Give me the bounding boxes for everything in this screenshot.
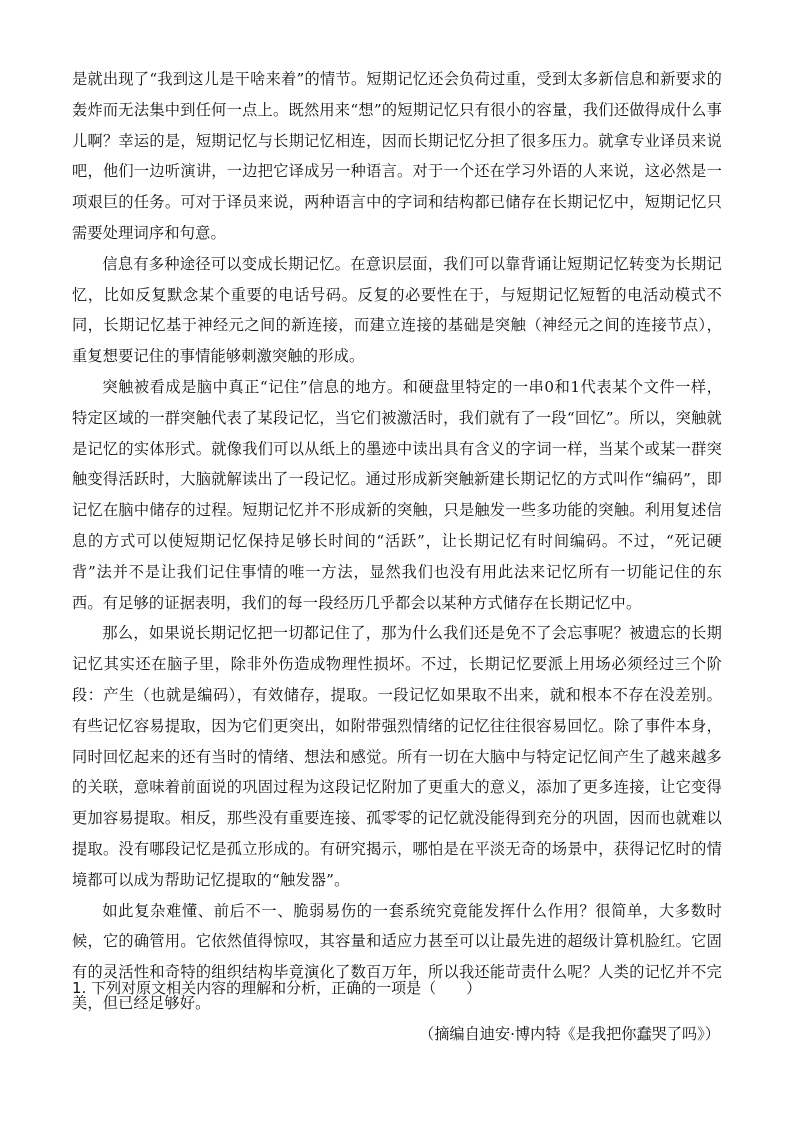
question-1: 1. 下列对原文相关内容的理解和分析，正确的一项是（ ） bbox=[72, 979, 482, 997]
paragraph-2: 信息有多种途径可以变成长期记忆。在意识层面，我们可以靠背诵让短期记忆转变为长期记忆，比如反复默念某个重要的电话号码。反复的必要性在于，与短期记忆短暂的电活动模式不同，长期记忆基于神经元之间的新连接，而建立连接的基础是突触（神经元之间的连接节点），重复想要记住的事情能够刺激突触的形成。 bbox=[72, 254, 722, 366]
paragraph-5: 如此复杂难懂、前后不一、脆弱易伤的一套系统究竟能发挥什么作用？很简单，大多数时候，它的确管用。它依然值得惊叹，其容量和适应力甚至可以让最先进的超级计算机脸红。它固有的灵活性和奇特的组织结构毕竟演化了数百万年，所以我还能苛责什么呢？人类的记忆并不完美，但已经足够好。 bbox=[72, 901, 722, 1012]
article-body bbox=[72, 64, 722, 1050]
paragraph-3: 突触被看成是脑中真正“记住”信息的地方。和硬盘里特定的一串0和1代表某个文件一样，特定区域的一群突触代表了某段记忆，当它们被激活时，我们就有了一段“回忆”。所以，突触就是记忆的实体形式。就像我们可以从纸上的墨迹中读出具有含义的字词一样，当某个或某一群突触变得活跃时，大脑就解读出了一段记忆。通过形成新突触新建长期记忆的方式叫作“编码”，即记忆在脑中储存的过程。短期记忆并不形成新的突触，只是触发一些多功能的突触。利用复述信息的方式可以使短期记忆保持足够长时间的“活跃”，让长期记忆有时间编码。不过，“死记硬背”法并不是让我们记住事情的唯一方法，显然我们也没有用此法来记忆所有一切能记住的东西。有足够的证据表明，我们的每一段经历几乎都会以某种方式储存在长期记忆中。 bbox=[72, 377, 722, 612]
paragraph-4: 那么，如果说长期记忆把一切都记住了，那为什么我们还是免不了会忘事呢？被遗忘的长期记忆其实还在脑子里，除非外伤造成物理性损坏。不过，长期记忆要派上用场必须经过三个阶段：产生（也就是编码），有效储存，提取。一段记忆如果取不出来，就和根本不存在没差别。有些记忆容易提取，因为它们更突出，如附带强烈情绪的记忆往往很容易回忆。除了事件本身，同时回忆起来的还有当时的情绪、想法和感觉。所有一切在大脑中与特定记忆间产生了越来越多的关联，意味着前面说的巩固过程为这段记忆附加了更重大的意义，添加了更多连接，让它变得更加容易提取。相反，那些没有重要连接、孤零零的记忆就没能得到充分的巩固，因而也就难以提取。没有哪段记忆是孤立形成的。有研究揭示，哪怕是在平淡无奇的场景中，获得记忆时的情境都可以成为帮助记忆提取的“触发器”。 bbox=[72, 624, 722, 889]
paragraph-1: 是就出现了“我到这儿是干啥来着”的情节。短期记忆还会负荷过重，受到太多新信息和新要求的轰炸而无法集中到任何一点上。既然用来“想”的短期记忆只有很小的容量，我们还做得成什么事儿啊？幸运的是，短期记忆与长期记忆相连，因而长期记忆分担了很多压力。就拿专业译员来说吧，他们一边听演讲，一边把它译成另一种语言。对于一个还在学习外语的人来说，这必然是一项艰巨的任务。可对于译员来说，两种语言中的字词和结构都已储存在长期记忆中，短期记忆只需要处理词序和句意。 bbox=[72, 70, 722, 242]
source-citation: （摘编自迪安·博内特《是我把你蠢哭了吗》） bbox=[419, 1024, 720, 1043]
